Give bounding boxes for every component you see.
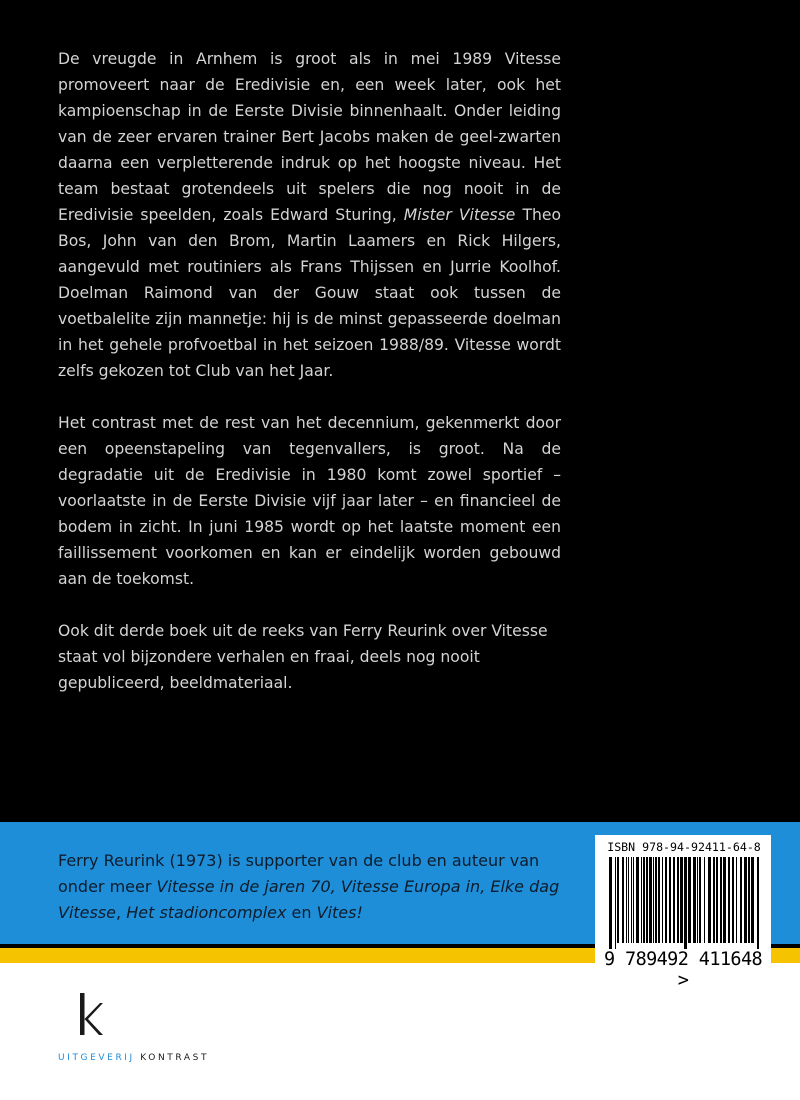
isbn-barcode (595, 835, 771, 991)
blurb-paragraph-1: De vreugde in Arnhem is groot als in mei 1989 Vitesse promoveert naar de Eredivisie en, een week later, ook het kampioenschap in de Eerste Divisie binnenhaalt. Onder leiding van de zeer ervaren trainer Bert Jacobs maken de geel-zwarten daarna een verpletterende indruk op het hoogste niveau. Het team bestaat grotendeels uit spelers die nog nooit in de Eredivisie speelden, zoals Edward Sturing, Mister Vitesse Theo Bos, John van den Brom, Martin Laamers en Rick Hilgers, aangevuld met routiniers als Frans Thijssen en Jurrie Koolhof. Doelman Raimond van der Gouw staat ook tussen de voetbalelite zijn mannetje: hij is de minst gepasseerde doelman in het gehele profvoetbal in het seizoen 1988/89. Vitesse wordt zelfs gekozen tot Club van het Jaar. (58, 50, 561, 380)
k-logo-icon (78, 993, 108, 1039)
back-cover-blurb (58, 46, 561, 722)
ean-digits: 9 789492 411648 > (603, 949, 763, 991)
publisher-name: UITGEVERIJ KONTRAST (58, 1053, 210, 1063)
isbn-label: ISBN 978-94-92411-64-8 (607, 840, 761, 854)
author-bio: Ferry Reurink (1973) is supporter van de club en auteur van onder meer Vitesse in de jaren 70, Vitesse Europa in, Elke dag Vitesse, Het stadioncomplex en Vites! (58, 851, 560, 922)
blurb-italic-nickname: Mister Vitesse (403, 206, 516, 224)
barcode-bars (599, 857, 767, 949)
blurb-paragraph-2: Het contrast met de rest van het decennium, gekenmerkt door een opeenstapeling van tegenvallers, is groot. Na de degradatie uit de Eredivisie in 1980 komt zowel sportief – voorlaatste in de Eerste Divisie vijf jaar later – en financieel de bodem in zicht. In juni 1985 wordt op het laatste moment een faillissement voorkomen en kan er eindelijk worden gebouwd aan de toekomst. (58, 414, 561, 588)
blurb-paragraph-3: Ook dit derde boek uit de reeks van Ferry Reurink over Vitesse staat vol bijzondere verhalen en fraai, deels nog nooit gepubliceerd, beeldmateriaal. (58, 622, 548, 692)
